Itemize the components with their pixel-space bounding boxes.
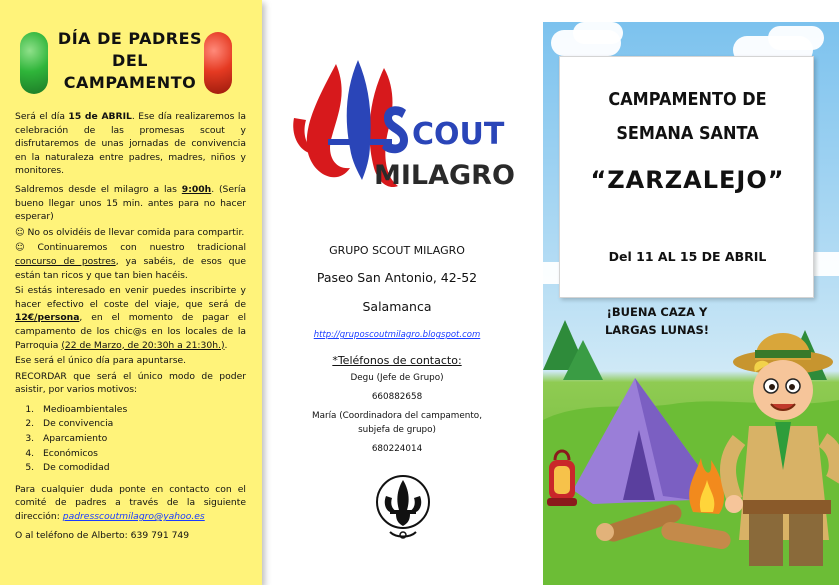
group-name: GRUPO SCOUT MILAGRO (329, 244, 465, 257)
blog-link[interactable]: http://gruposcoutmilagro.blogspot.com (313, 330, 481, 340)
phones-heading: *Teléfonos de contacto: (332, 354, 462, 367)
city: Salamanca (362, 299, 432, 314)
list-item: 5. De comodidad (37, 461, 246, 475)
camp-title (570, 83, 805, 151)
list-item: 2. De convivencia (37, 417, 246, 431)
parents-day-title (55, 28, 205, 94)
paragraph-departure: Saldremos desde el milagro a las 9:00h. (Sería bueno llegar unos 15 min. antes para no hacer esperar) (15, 183, 246, 223)
paragraph-registration: Si estás interesado en venir puedes inscribirte y hacer efectivo el coste del viaje, que será de 12€/persona, en el momento de pagar el campamento de los chic@s en los locales de la Parroquia (22 de Marzo, de 20:30h a 21:30h.). (15, 285, 246, 351)
title-line-2: DEL (112, 51, 148, 70)
slogan-line-1: ¡BUENA CAZA Y (606, 305, 708, 319)
contact-2-name-line-1: María (Coordinadora del campamento, (312, 411, 482, 421)
contact-block (282, 244, 512, 462)
contact-1-phone: 660882658 (371, 392, 423, 402)
fleur-de-lis-icon (372, 472, 434, 544)
list-item: 4. Económicos (37, 447, 246, 461)
green-pushpin-icon (20, 32, 48, 94)
motives-list (37, 403, 246, 475)
paragraph-contest: ☺ Continuaremos con nuestro tradicional concurso de postres, ya sabéis, de esos que están tan ricos y que tan bien hacéis. (15, 242, 246, 281)
camp-location: “ZARZALEJO” (590, 166, 785, 194)
camp-title-line-2: SEMANA SANTA (616, 124, 759, 144)
logo-center-petal (347, 60, 371, 180)
title-line-3: CAMPAMENTO (63, 73, 197, 92)
title-line-1: DÍA DE PADRES (57, 29, 203, 48)
list-item: 3. Aparcamiento (37, 432, 246, 446)
camp-dates: Del 11 AL 15 DE ABRIL (608, 249, 767, 264)
paragraph-reminder: RECORDAR que será el único modo de poder asistir, por varios motivos: (15, 370, 246, 396)
parents-day-body (15, 110, 246, 544)
red-pushpin-icon (204, 32, 232, 94)
parents-email-link[interactable]: padresscoutmilagro@yahoo.es (62, 511, 205, 523)
camp-title-card (559, 56, 814, 298)
scout-milagro-logo (288, 58, 518, 198)
logo-text-bottom: MILAGRO (374, 160, 515, 191)
slogan (582, 303, 732, 339)
paragraph-phone: O al teléfono de Alberto: 639 791 749 (15, 529, 190, 541)
logo-left-petal (307, 64, 350, 177)
contact-1-name: Degu (Jefe de Grupo) (350, 373, 444, 383)
paragraph-date: Será el día 15 de ABRIL. Ese día realizaremos la celebración de las promesas scout y disfrutaremos de unas jornadas de convivencia en la naturaleza entre padres, madres, niños y monitores. (15, 111, 247, 177)
address: Paseo San Antonio, 42-52 (316, 270, 478, 285)
paragraph-food: ☺ No os olvidéis de llevar comida para compartir. (15, 226, 245, 238)
slogan-line-2: LARGAS LUNAS! (604, 323, 710, 337)
logo-text-top: COUT (412, 117, 505, 152)
scout-camp-illustration (543, 300, 839, 585)
contact-2-name-line-2: subjefa de grupo) (358, 425, 436, 435)
paragraph-only-day: Ese será el único día para apuntarse. (15, 355, 187, 367)
paragraph-contact: Para cualquier duda ponte en contacto con el comité de padres a través de la siguiente dirección: padresscoutmilagro@yahoo.es (15, 483, 246, 523)
list-item: 1. Medioambientales (37, 403, 246, 417)
contact-2-phone: 680224014 (371, 444, 423, 454)
parents-day-note (0, 0, 262, 585)
camp-title-line-1: CAMPAMENTO DE (608, 90, 767, 110)
